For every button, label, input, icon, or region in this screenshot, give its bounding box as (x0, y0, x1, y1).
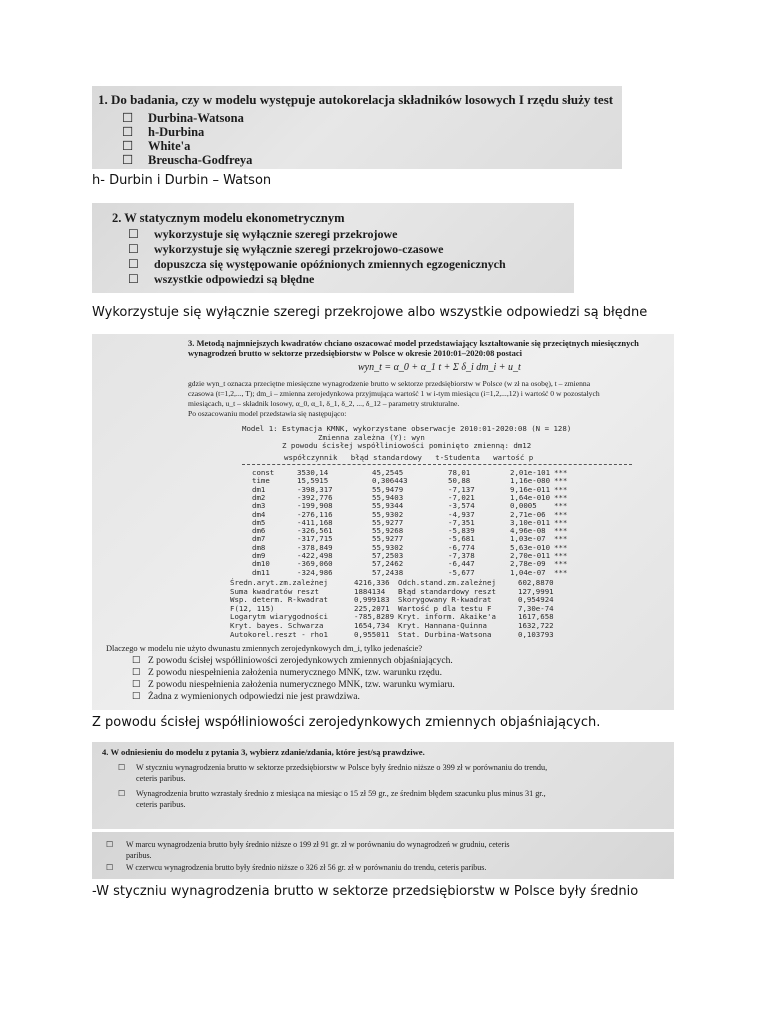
stat-cell: 0,103793 (518, 629, 554, 639)
question-4-option-cont: paribus. (126, 851, 152, 860)
question-4-option: ☐ W marcu wynagrodzenia brutto były średnio niższe o 199 zł 91 gr. zł w porównaniu do wynagrodzeń w grudniu, ceteris (106, 840, 510, 849)
stat-cell: 0,954924 (518, 595, 554, 605)
table-cell: -276,116 (297, 509, 333, 519)
question-2-image (92, 203, 574, 293)
stat-cell: 0,955011 (354, 629, 390, 639)
stat-cell: Średn.aryt.zm.zależnej (230, 578, 328, 587)
table-cell: 55,9403 (372, 492, 404, 502)
stat-cell: Logarytm wiarygodności (230, 612, 328, 622)
stat-cell: Odch.stand.zm.zależnej (398, 578, 496, 587)
question-3-option: ☐ Z powodu niespełnienia założenia numerycznego MNK, tzw. warunku rzędu. (132, 668, 443, 678)
table-cell: *** (554, 542, 568, 552)
table-cell: -378,849 (297, 542, 333, 552)
table-cell: 1,03e-07 (510, 534, 546, 544)
stat-cell: 225,2071 (354, 603, 390, 613)
table-cell: -5,839 (448, 526, 475, 536)
table-cell: -324,986 (297, 567, 333, 577)
answer-2: Wykorzystuje się wyłącznie szeregi przekrojowe albo wszystkie odpowiedzi są błędne (92, 305, 648, 320)
question-1-title: 1. Do badania, czy w modelu występuje autokorelacja składników losowych I rzędu służy test (98, 92, 614, 107)
table-cell: dm11 (252, 567, 270, 577)
question-4-option: ☐ W styczniu wynagrodzenia brutto w sektorze przedsiębiorstw w Polsce były średnio niższe o 399 zł w porównaniu do trendu, (118, 763, 548, 772)
table-cell: 0,306443 (372, 476, 408, 486)
table-cell: 3530,14 (297, 468, 329, 477)
table-cell: 9,16e-011 (510, 484, 551, 494)
question-2-title: 2. W statycznym modelu ekonometrycznym (112, 211, 345, 225)
table-cell: 15,5915 (297, 476, 329, 486)
table-cell: 55,9479 (372, 484, 404, 494)
stat-cell: 602,8870 (518, 578, 554, 587)
question-1-image (92, 86, 622, 169)
question-2-option: ☐ wykorzystuje się wyłącznie szeregi przekrojowo-czasowe (128, 242, 444, 256)
table-cell: *** (554, 476, 568, 486)
question-3-description: czasowa (t=1,2,..., T); dm_i – zmienna zerojedynkowa przyjmująca wartość 1 w i-tym miesiącu (i=1,2,...,12) i wartość 0 w pozostałych (188, 389, 600, 398)
question-3-description: miesiącach, u_t – składnik losowy, α_0, α_1, δ_1, δ_2, ..., δ_12 – parametry strukturalne. (188, 399, 460, 408)
table-cell: -7,021 (448, 492, 475, 502)
question-3-description: Po oszacowaniu model przedstawia się następująco: (188, 409, 347, 418)
table-cell: -7,378 (448, 551, 475, 560)
stat-cell: Autokorel.reszt - rho1 (230, 629, 328, 639)
question-2-option: ☐ wykorzystuje się wyłącznie szeregi przekrojowe (128, 227, 398, 241)
table-cell: *** (554, 517, 568, 527)
table-cell: 1,04e-07 (510, 567, 546, 577)
stat-cell: Wsp. determ. R-kwadrat (230, 595, 328, 605)
table-cell: 5,63e-010 (510, 542, 551, 552)
table-cell: dm1 (252, 484, 266, 494)
table-cell: 3,10e-011 (510, 517, 551, 527)
table-cell: *** (554, 484, 568, 494)
table-cell: -6,774 (448, 542, 475, 552)
question-4-option-cont: ceteris paribus. (136, 774, 186, 783)
table-cell: -369,060 (297, 559, 333, 569)
table-cell: *** (554, 526, 568, 536)
table-cell: dm4 (252, 509, 266, 519)
table-cell: 78,01 (448, 468, 471, 477)
question-3-description: gdzie wyn_t oznacza przeciętne miesięczne wynagrodzenie brutto w sektorze przedsiębiorstw w Polsce (w zł na osobę), t – zmienna (188, 379, 591, 388)
table-cell: time (252, 476, 270, 486)
table-cell: 55,9302 (372, 509, 404, 519)
question-3-option: ☐ Żadna z wymienionych odpowiedzi nie jest prawdziwa. (132, 692, 360, 702)
table-cell: *** (554, 534, 568, 544)
question-1-option: ☐ Breuscha-Godfreya (122, 153, 253, 167)
table-header: współczynnik błąd standardowy t-Studenta wartość p (284, 453, 534, 462)
stat-cell: Kryt. bayes. Schwarza (230, 621, 324, 630)
table-cell: 1,16e-080 (510, 476, 551, 486)
table-cell: 0,0005 (510, 501, 537, 511)
table-cell: 2,71e-06 (510, 509, 546, 519)
table-cell: -411,168 (297, 517, 333, 527)
table-cell: 50,88 (448, 476, 471, 486)
stat-cell: 4216,336 (354, 578, 390, 587)
table-cell: -3,574 (448, 501, 475, 511)
question-4-option-cont: ceteris paribus. (136, 800, 186, 809)
question-4-option: ☐ W czerwcu wynagrodzenia brutto były średnio niższe o 326 zł 56 gr. zł w porównaniu do trendu, ceteris paribus. (106, 863, 487, 872)
question-1-option: ☐ h-Durbina (122, 125, 205, 139)
table-cell: -5,681 (448, 534, 475, 544)
table-cell: 57,2503 (372, 551, 404, 560)
table-cell: -7,351 (448, 517, 475, 527)
stat-cell: 7,30e-74 (518, 603, 554, 613)
table-cell: 1,64e-010 (510, 492, 551, 502)
table-cell: 55,9268 (372, 526, 404, 536)
question-2-option: ☐ wszystkie odpowiedzi są błędne (128, 272, 315, 286)
table-cell: dm10 (252, 559, 270, 569)
table-cell: *** (554, 559, 568, 569)
table-cell: dm5 (252, 517, 266, 527)
model-formula: wyn_t = α_0 + α_1 t + Σ δ_i dm_i + u_t (358, 362, 521, 373)
stat-cell: 0,999183 (354, 595, 390, 605)
table-cell: 55,9344 (372, 501, 404, 511)
stat-cell: Kryt. inform. Akaike'a (398, 612, 496, 622)
stat-cell: Kryt. Hannana-Quinna (398, 621, 487, 630)
stat-cell: 1884134 (354, 586, 386, 596)
question-4-option: ☐ Wynagrodzenia brutto wzrastały średnio z miesiąca na miesiąc o 15 zł 59 gr., ze średnim błędem szacunku plus minus 31 gr., (118, 789, 546, 798)
table-cell: 2,70e-011 (510, 551, 551, 560)
table-cell: dm8 (252, 542, 266, 552)
table-cell: -422,498 (297, 551, 333, 560)
question-3-option: ☐ Z powodu niespełnienia założenia numerycznego MNK, tzw. warunku wymiaru. (132, 680, 455, 690)
table-cell: 55,9277 (372, 517, 404, 527)
table-cell: 57,2462 (372, 559, 404, 569)
question-3-intro: 3. Metodą najmniejszych kwadratów chciano oszacować model przedstawiający kształtowanie się przeciętnych miesięcznych (188, 338, 639, 348)
question-2-option: ☐ dopuszcza się występowanie opóźnionych zmiennych egzogenicznych (128, 257, 506, 271)
table-cell: dm2 (252, 492, 266, 502)
table-cell: -7,137 (448, 484, 475, 494)
question-1-option: ☐ Durbina-Watsona (122, 111, 244, 125)
table-cell: *** (554, 501, 568, 511)
table-cell: *** (554, 567, 568, 577)
question-1-option: ☐ White'a (122, 139, 191, 153)
table-cell: -4,937 (448, 509, 475, 519)
table-cell: -317,715 (297, 534, 333, 544)
table-cell: 4,96e-08 (510, 526, 546, 536)
table-cell: 55,9277 (372, 534, 404, 544)
table-cell: *** (554, 492, 568, 502)
stat-cell: Wartość p dla testu F (398, 603, 492, 613)
table-cell: dm6 (252, 526, 266, 536)
answer-1: h- Durbin i Durbin – Watson (92, 173, 272, 188)
table-cell: *** (554, 509, 568, 519)
stat-cell: 127,9991 (518, 586, 554, 596)
stat-cell: Stat. Durbina-Watsona (398, 629, 492, 639)
table-cell: 45,2545 (372, 468, 404, 477)
stat-cell: F(12, 115) (230, 603, 275, 613)
stat-cell: -785,8289 (354, 612, 395, 622)
table-cell: -326,561 (297, 526, 333, 536)
table-cell: dm3 (252, 501, 266, 511)
stat-cell: 1654,734 (354, 621, 390, 630)
table-cell: -6,447 (448, 559, 475, 569)
table-cell: 57,2438 (372, 567, 404, 577)
table-cell: 2,01e-101 (510, 468, 551, 477)
question-3-image (92, 334, 674, 710)
table-cell: 55,9302 (372, 542, 404, 552)
table-cell: -199,908 (297, 501, 333, 511)
stat-cell: Błąd standardowy reszt (398, 586, 496, 596)
answer-4: -W styczniu wynagrodzenia brutto w sektorze przedsiębiorstw w Polsce były średnio (92, 884, 639, 899)
question-3-option: ☐ Z powodu ścisłej współliniowości zerojedynkowych zmiennych objaśniających. (132, 656, 453, 666)
table-cell: *** (554, 551, 568, 560)
table-cell: -398,317 (297, 484, 333, 494)
question-3-intro: wynagrodzeń brutto w sektorze przedsiębiorstw w Polsce w okresie 2010:01–2020:08 postaci (188, 348, 522, 358)
stat-cell: 1632,722 (518, 621, 554, 630)
question-4-image (92, 742, 674, 829)
table-cell: dm7 (252, 534, 266, 544)
question-4-image-continued (92, 832, 674, 879)
table-cell: -392,776 (297, 492, 333, 502)
model-header: Zmienna zależna (Y): wyn (318, 433, 425, 442)
stat-cell: Skorygowany R-kwadrat (398, 595, 492, 605)
table-cell: 2,78e-09 (510, 559, 546, 569)
answer-3: Z powodu ścisłej współliniowości zerojedynkowych zmiennych objaśniających. (92, 715, 601, 730)
question-4-title: 4. W odniesieniu do modelu z pytania 3, wybierz zdanie/zdania, które jest/są prawdziwe. (102, 747, 425, 757)
question-3-prompt: Dlaczego w modelu nie użyto dwunastu zmiennych zerojedynkowych dm_i, tylko jedenaście? (106, 644, 423, 653)
stat-cell: 1617,658 (518, 612, 554, 622)
stat-cell: Suma kwadratów reszt (230, 586, 319, 596)
table-cell: -5,677 (448, 567, 475, 577)
table-cell: *** (554, 468, 568, 477)
model-header: Z powodu ścisłej współliniowości pominięto zmienną: dm12 (282, 441, 532, 450)
table-cell: dm9 (252, 551, 266, 560)
model-header: Model 1: Estymacja KMNK, wykorzystane obserwacje 2010:01-2020:08 (N = 128) (242, 424, 572, 433)
table-cell: const (252, 468, 275, 477)
